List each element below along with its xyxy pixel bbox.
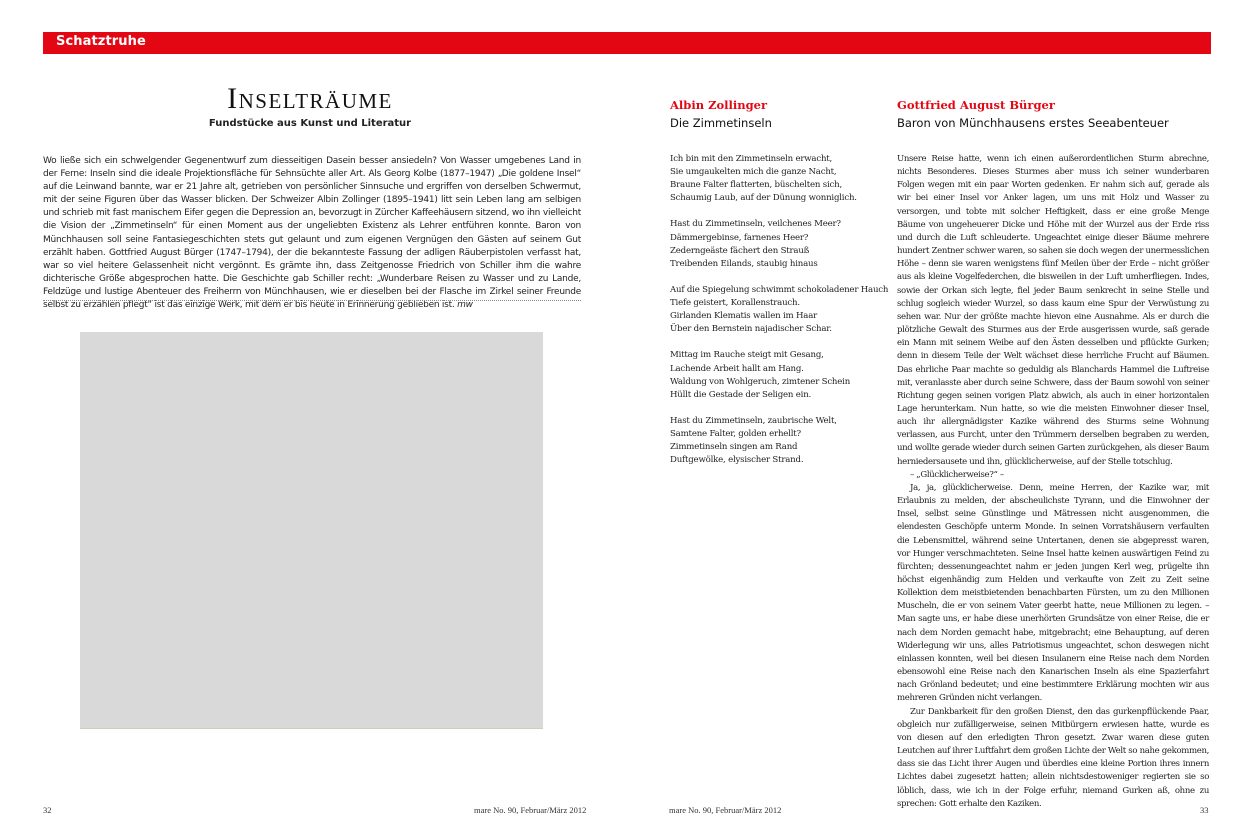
intro-text xyxy=(43,155,581,312)
author-signature: mw xyxy=(457,300,473,311)
page-number-left: 32 xyxy=(43,805,52,815)
story-paragraph: Ja, ja, glücklicherweise. Denn, meine Herren, der Kazike war, mit Erlaubnis zu melden, der abscheulichste Tyrann, und die Einwohner der Insel, selbst seine Günstlinge und Mätressen nicht ausgenommen, die elendesten Geschöpfe unterm Monde. In seinen Vorratshäusern verfaulten die Lebensmittel, während seine Untertanen, denen sie abgepresst waren, vor Hunger verschmachteten. Seine Insel hatte keinen auswärtigen Feind zu fürchten; dessenungeachtet nahm er jeden jungen Kerl weg, prügelte ihn höchst eigenhändig zum Helden und verkaufte von Zeit zu Zeit seine Kollektion dem meistbietenden benachbarten Fürsten, um zu den Millionen Muscheln, die er von seinem Vater geerbt hatte, neue Millionen zu legen. – Man sagte uns, er habe diese unerhörten Grundsätze von einer Reise, die er nach dem Norden gemacht habe, mitgebracht; eine Behauptung, auf deren Widerlegung wir uns, alles Patriotismus ungeachtet, schon deswegen nicht einlassen konnten, weil bei diesen Insulanern eine Reise nach dem Norden ebensowohl eine Reise nach den Kanarischen Inseln als eine Spazierfahrt nach Grönland bedeutet; und eine bestimmtere Erklärung mochten wir aus mehreren Gründen nicht verlangen. xyxy=(897,482,1209,704)
poem-title: Die Zimmetinseln xyxy=(670,116,772,130)
poem-line: Treibenden Eilands, staubig hinaus xyxy=(670,258,818,269)
footer-issue-right: mare No. 90, Februar/März 2012 xyxy=(669,805,782,815)
poem-stanza xyxy=(670,218,885,270)
divider-rule xyxy=(43,300,581,301)
poem-author: Albin Zollinger xyxy=(670,98,768,112)
poem-stanza xyxy=(670,349,885,401)
story-title: Baron von Münchhausens erstes Seeabenteuer xyxy=(897,116,1169,130)
poem-line: Über den Bernstein najadischer Schar. xyxy=(670,324,832,335)
poem-line: Hast du Zimmetinseln, zaubrische Welt, xyxy=(670,415,837,426)
poem-line: Hüllt die Gestade der Seligen ein. xyxy=(670,389,812,400)
article-subtitle: Fundstücke aus Kunst und Literatur xyxy=(208,118,412,129)
poem-line: Waldung von Wohlgeruch, zimtener Schein xyxy=(670,376,851,387)
story-paragraph: – „Glücklicherweise?“ – xyxy=(910,469,1004,480)
poem-line: Mittag im Rauche steigt mit Gesang, xyxy=(670,350,824,361)
story-paragraph: Unsere Reise hatte, wenn ich einen außerordentlichen Sturm abrechne, nichts Besonderes. Dieses Sturmes aber muss ich seiner wunderbaren Folgen wegen mit ein paar Worten gedenken. Er nahm sich auf, gerade als wir bei einer Insel vor Anker lagen, um uns mit Holz und Wasser zu versorgen, und tobte mit solcher Heftigkeit, dass er eine große Menge Bäume von ungeheuerer Dicke und Höhe mit der Wurzel aus der Erde riss und durch die Luft schleuderte. Ungeachtet einige dieser Bäume mehrere hundert Zentner schwer waren, so sahen sie doch wegen der unermesslichen Höhe – denn sie waren wenigstens fünf Meilen über der Erde – nicht größer aus als kleine Vogelfederchen, die bisweilen in der Luft umherfliegen. Indes, sowie der Orkan sich legte, fiel jeder Baum senkrecht in seine Stelle und schlug sogleich wieder Wurzel, so dass kaum eine Spur der Verwüstung zu sehen war. Nur der größte machte hievon eine Ausnahme. Als er durch die plötzliche Gewalt des Sturmes aus der Erde ausgerissen wurde, saß gerade ein Mann mit seinem Weibe auf den Ästen desselben und pflückte Gurken; denn in diesem Teile der Welt wächset diese herrliche Frucht auf Bäumen. Das ehrliche Paar machte so geduldig als Blanchards Hammel die Luftreise mit, veranlasste aber durch seine Schwere, dass der Baum sowohl von seiner Richtung gegen seinen vorigen Platz abwich, als auch in einer horizontalen Lage herunterkam. Nun hatte, so wie die meisten Einwohner dieser Insel, auch ihr allergnädigster Kazike während des Sturms seine Wohnung verlassen, aus Furcht, unter den Trümmern derselben begraben zu werden, und wollte gerade wieder durch seinen Garten zurückgehen, als dieser Baum herniedersausete und ihn, glücklicherweise, auf der Stelle totschlug. xyxy=(897,154,1209,467)
intro-body: Wo ließe sich ein schwelgender Gegenentwurf zum diesseitigen Dasein besser ansiedeln? Von Wasser umgebenes Land in der Ferne: Inseln sind die ideale Projektionsfläche für Sehnsüchte aller Art. Als Georg Kolbe (1877–1947) „Die goldene Insel“ auf die Leinwand bannte, war er 21 Jahre alt, getrieben von persönlicher Sinnsuche und ergriffen von derselben Schwermut, mit der seine Figuren über das Wasser blicken. Der Schweizer Albin Zollinger (1895–1941) litt sein Leben lang am selbigen und schrieb mit fast manischem Eifer gegen die Depression an, bevorzugt in Zürcher Kaffeehäusern sitzend, wo ihn vielleicht die Vision der „Zimmetinseln“ für einen Moment aus der ungeliebten Existenz als Lehrer entführen konnte. Baron von Münchhausen soll seine Fantasiegeschichten stets gut gelaunt und zum eigenen Vergnügen den Gästen auf seinem Gut erzählt haben. Gottfried August Bürger (1747–1794), der die bekannteste Fassung der adligen Räuberpistolen verfasst hat, war so viel heitere Gelassenheit nicht vergönnt. Es grämte ihn, dass Zeitgenosse Friedrich von Schiller ihm die wahre dichterische Größe abgesprochen hatte. Die Geschichte gab Schiller recht: „Wunderbare Reisen zu Wasser und zu Lande, Feldzüge und lustige Abenteuer des Freiherrn von Münchhausen, wie er dieselben bei der Flasche im Zirkel seiner Freunde selbst zu erzählen pflegt“ ist das einzige Werk, mit dem er bis heute in Erinnerung geblieben ist. xyxy=(43,156,581,311)
poem-line: Zederngeäste fächert den Strauß xyxy=(670,245,810,256)
story-body xyxy=(897,153,1209,811)
story-author: Gottfried August Bürger xyxy=(897,98,1055,112)
article-title: Inselträume xyxy=(227,82,393,115)
poem-line: Girlanden Klematis wallen im Haar xyxy=(670,311,818,322)
poem-line: Tiefe geistert, Korallenstrauch. xyxy=(670,298,800,309)
page-number-right: 33 xyxy=(1200,805,1209,815)
poem-line: Braune Falter flatterten, büschelten sich, xyxy=(670,180,843,191)
artwork-image xyxy=(80,332,543,728)
poem-line: Lachende Arbeit hallt am Hang. xyxy=(670,363,804,374)
poem-line: Sie umgaukelten mich die ganze Nacht, xyxy=(670,167,837,178)
section-label: Schatztruhe xyxy=(56,34,146,49)
poem-line: Auf die Spiegelung schwimmt schokoladener Hauch xyxy=(670,284,889,295)
poem-line: Ich bin mit den Zimmetinseln erwacht, xyxy=(670,154,833,164)
footer-issue-left: mare No. 90, Februar/März 2012 xyxy=(474,805,587,815)
poem-line: Zimmetinseln singen am Rand xyxy=(670,442,798,453)
poem-body xyxy=(670,153,889,480)
poem-stanza xyxy=(670,284,889,336)
poem-line: Dämmergebinse, farnenes Heer? xyxy=(670,232,809,243)
poem-stanza xyxy=(670,153,885,205)
poem-line: Duftgewölke, elysischer Strand. xyxy=(670,455,804,466)
section-header-bar xyxy=(43,32,1211,54)
poem-line: Samtene Falter, golden erhellt? xyxy=(670,428,801,439)
poem-line: Schaumig Laub, auf der Dünung wonniglich. xyxy=(670,193,857,204)
poem-line: Hast du Zimmetinseln, veilchenes Meer? xyxy=(670,219,841,230)
story-paragraph: Zur Dankbarkeit für den großen Dienst, den das gurkenpflückende Paar, obgleich nur zufälligerweise, seinen Mitbürgern erwiesen hatte, wurde es von diesen auf den erledigten Thron gesetzt. Zwar waren diese guten Leutchen auf ihrer Luftfahrt dem großen Lichte der Welt so nahe gekommen, dass sie das Licht ihrer Augen und überdies eine kleine Portion ihres innern Lichtes dabei zugesetzt hatten; allein nichtsdestoweniger regierten sie so löblich, dass, wie ich in der Folge erfuhr, niemand Gurken aß, ohne zu sprechen: Gott erhalte den Kaziken. xyxy=(897,706,1209,809)
poem-stanza xyxy=(670,415,885,467)
